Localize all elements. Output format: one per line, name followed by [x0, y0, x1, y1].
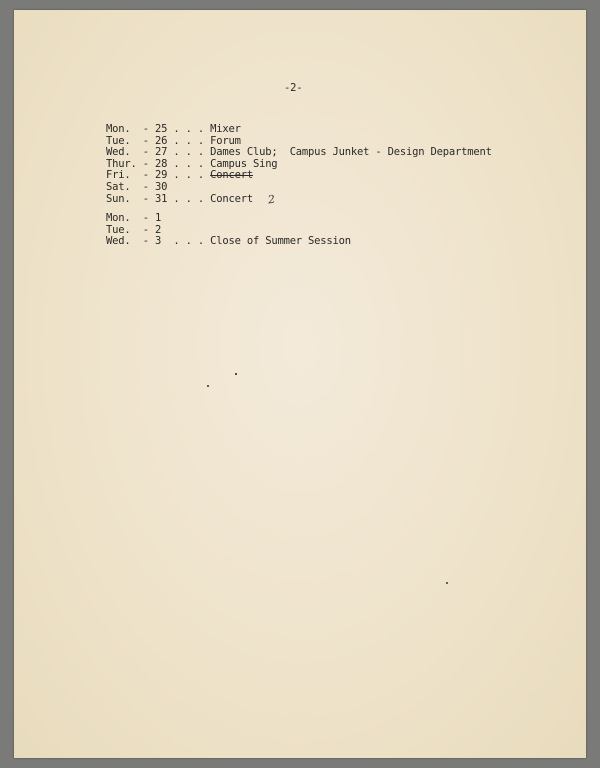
schedule-event: Close of Summer Session — [210, 235, 351, 248]
schedule-date: 30 — [155, 180, 168, 193]
schedule-list — [106, 124, 492, 248]
paper-speck — [446, 582, 448, 584]
schedule-date: 2 — [155, 223, 162, 236]
schedule-separator: - — [130, 123, 155, 135]
schedule-day: Thur. — [106, 157, 137, 170]
schedule-day: Tue. — [106, 223, 131, 236]
schedule-day: Fri. — [106, 169, 131, 182]
schedule-event: Dames Club; Campus Junket - Design Department — [210, 146, 492, 159]
schedule-separator: - — [130, 235, 155, 248]
paper-speck — [207, 385, 209, 387]
schedule-date: 28 — [154, 157, 168, 170]
schedule-date: 27 — [155, 146, 168, 159]
schedule-day: Tue. — [106, 134, 131, 147]
schedule-day: Mon. — [106, 123, 131, 135]
schedule-leader-dots: . . . — [167, 169, 211, 182]
document-page — [14, 10, 586, 758]
schedule-day: Sat. — [106, 180, 131, 193]
schedule-row — [106, 194, 492, 206]
schedule-event-struck: Concert — [210, 169, 253, 182]
schedule-day: Sun. — [106, 192, 131, 205]
schedule-date: 29 — [155, 169, 168, 182]
schedule-date: 31 — [155, 192, 168, 205]
handwritten-annotation: 2 — [267, 192, 276, 206]
schedule-day: Mon. — [106, 212, 131, 225]
schedule-event: Concert — [210, 192, 253, 205]
page-number: -2- — [284, 82, 303, 94]
schedule-separator: - — [136, 157, 155, 170]
schedule-leader-dots: . . . — [167, 134, 211, 147]
paper-speck — [235, 373, 237, 375]
schedule-separator: - — [130, 134, 155, 147]
schedule-event: Campus Sing — [210, 157, 278, 170]
schedule-date: 1 — [155, 212, 162, 225]
schedule-leader-dots: . . . — [167, 146, 211, 159]
schedule-day: Wed. — [106, 146, 131, 159]
schedule-separator: - — [130, 212, 155, 225]
schedule-row — [106, 236, 492, 248]
schedule-leader-dots: . . . — [167, 157, 211, 170]
schedule-date: 25 — [155, 123, 168, 135]
schedule-leader-dots: . . . — [161, 235, 211, 248]
schedule-row — [106, 213, 492, 225]
schedule-separator: - — [130, 192, 155, 205]
schedule-separator: - — [130, 180, 155, 193]
schedule-separator: - — [130, 146, 155, 159]
schedule-separator: - — [130, 169, 155, 182]
schedule-date: 26 — [155, 134, 168, 147]
schedule-leader-dots: . . . — [167, 192, 211, 205]
schedule-event: Forum — [210, 134, 241, 147]
schedule-separator: - — [130, 223, 155, 236]
schedule-date: 3 — [155, 235, 162, 248]
schedule-event: Mixer — [210, 123, 241, 135]
schedule-day: Wed. — [106, 235, 131, 248]
schedule-leader-dots: . . . — [167, 123, 211, 135]
